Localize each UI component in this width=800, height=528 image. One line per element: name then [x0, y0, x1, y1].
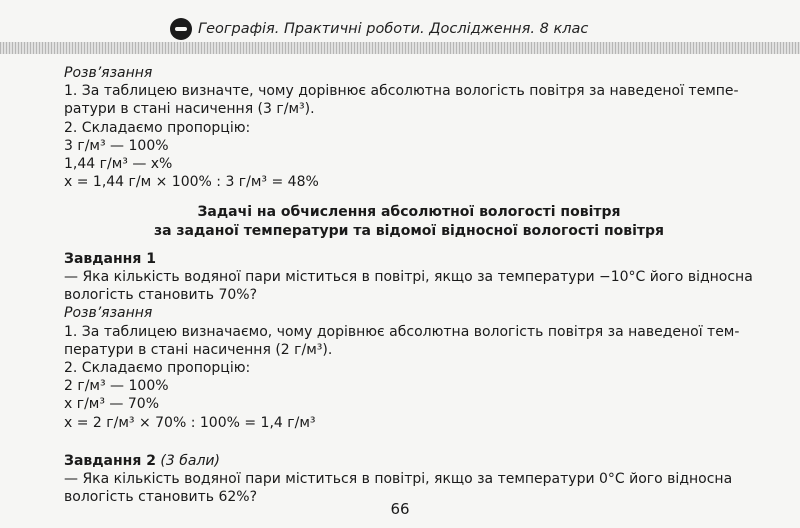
page-body — [64, 64, 754, 506]
running-header — [170, 18, 588, 40]
task2-question-line2: вологість становить 62%? — [64, 489, 258, 506]
task2-points: (3 бали) — [160, 452, 220, 469]
task1-proportion-line1: 2 г/м³ — 100% — [64, 378, 169, 395]
proportion-line1: 3 г/м³ — 100% — [64, 137, 169, 154]
task2-heading: Завдання 2 — [64, 452, 156, 469]
task1-step1-line2: ператури в стані насичення (2 г/м³). — [64, 341, 333, 358]
solution-label: Розв’язання — [64, 65, 153, 81]
task1-proportion-line2: х г/м³ — 70% — [64, 396, 159, 413]
calculation: x = 1,44 г/м × 100% : 3 г/м³ = 48% — [64, 174, 319, 191]
header-rule — [0, 42, 800, 54]
task1-heading: Завдання 1 — [64, 250, 156, 267]
step1-line1: 1. За таблицею визначте, чому дорівнює абсолютна вологість повітря за наведеної темпе- — [64, 83, 739, 100]
task2-heading-row — [64, 452, 754, 470]
step2: 2. Складаємо пропорцію: — [64, 119, 251, 136]
task1-question-line2: вологість становить 70%? — [64, 287, 258, 304]
task1-step2: 2. Складаємо пропорцію: — [64, 360, 251, 377]
proportion-line2: 1,44 г/м³ — x% — [64, 156, 173, 173]
section-title-line1: Задачі на обчислення абсолютної вологості повітря — [197, 204, 621, 221]
book-logo-icon — [170, 18, 192, 40]
task2-question-line1: — Яка кількість водяної пари міститься в повітрі, якщо за температури 0°С його відносна — [64, 471, 733, 488]
page-number: 66 — [390, 500, 410, 518]
task1-question-line1: — Яка кількість водяної пари міститься в повітрі, якщо за температури −10°С його відносна — [64, 269, 753, 286]
task1-calculation: x = 2 г/м³ × 70% : 100% = 1,4 г/м³ — [64, 414, 316, 431]
section-title-line2: за заданої температури та відомої відносної вологості повітря — [153, 222, 665, 239]
header-title: Географія. Практичні роботи. Дослідження. 8 клас — [198, 21, 589, 37]
step1-line2: ратури в стані насичення (3 г/м³). — [64, 101, 315, 118]
task1-solution-label: Розв’язання — [64, 305, 153, 322]
task1-step1-line1: 1. За таблицею визначаємо, чому дорівнює абсолютна вологість повітря за наведеної тем- — [64, 323, 740, 340]
